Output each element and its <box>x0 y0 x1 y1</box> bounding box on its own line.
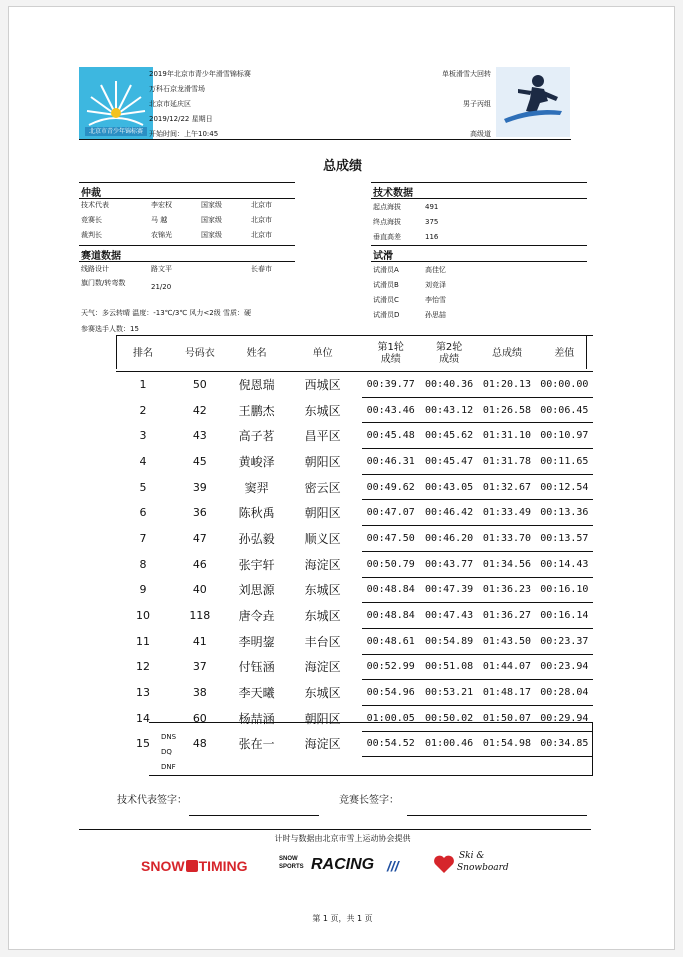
cell-rank: 9 <box>139 583 147 597</box>
cell-total: 01:31.78 <box>478 449 535 475</box>
forerunner-label: 试滑员C <box>373 296 399 304</box>
cell-run2: 01:00.46 <box>420 731 478 757</box>
cell-run2: 00:43.05 <box>420 474 478 500</box>
finish-altitude-value: 375 <box>425 218 439 226</box>
cell-rank: 11 <box>136 634 151 648</box>
dq-label: DQ <box>161 748 172 756</box>
col-run2-line2: 成绩 <box>439 353 460 365</box>
jury-role: 技术代表 <box>81 201 109 209</box>
cell-total: 01:54.98 <box>478 731 535 757</box>
cell-unit: 丰台区 <box>304 634 341 649</box>
col-unit: 单位 <box>284 336 362 372</box>
cell-run1: 00:47.50 <box>362 526 420 552</box>
cell-bib: 60 <box>192 711 207 725</box>
cell-total: 01:43.50 <box>478 628 535 654</box>
cell-rank: 2 <box>139 403 147 417</box>
forerunner-name: 刘竞泽 <box>425 281 446 289</box>
cell-diff: 00:28.04 <box>536 680 593 706</box>
forerunner-label: 试滑员B <box>373 281 399 289</box>
table-row <box>116 628 593 654</box>
cell-unit: 西城区 <box>304 378 341 393</box>
cell-name: 黄峻泽 <box>238 454 275 469</box>
cell-bib: 37 <box>192 660 207 674</box>
jury-level: 国家级 <box>201 201 222 209</box>
cell-diff: 00:16.14 <box>536 603 593 629</box>
racing-word: RACING <box>311 856 375 873</box>
cell-total: 01:50.07 <box>478 705 535 731</box>
forerunner-rule <box>371 261 587 262</box>
table-row <box>116 577 593 603</box>
cell-rank: 10 <box>136 609 151 623</box>
cell-run1: 00:48.84 <box>362 603 420 629</box>
cell-bib: 40 <box>192 583 207 597</box>
cell-total: 01:33.49 <box>478 500 535 526</box>
cell-run1: 00:50.79 <box>362 551 420 577</box>
cell-name: 张宇轩 <box>238 557 275 572</box>
tech-rule-top <box>371 182 587 183</box>
cell-diff: 00:23.37 <box>536 628 593 654</box>
cell-diff: 00:14.43 <box>536 551 593 577</box>
cell-bib: 42 <box>192 403 207 417</box>
table-row <box>116 449 593 475</box>
table-row <box>116 603 593 629</box>
cell-name: 付钰涵 <box>238 660 275 675</box>
cell-unit: 密云区 <box>304 480 341 495</box>
cell-rank: 5 <box>139 480 147 494</box>
ski-snowboard-logo <box>433 851 509 879</box>
cell-total: 01:34.56 <box>478 551 535 577</box>
cell-run2: 00:43.77 <box>420 551 478 577</box>
cell-unit: 海淀区 <box>304 557 341 572</box>
footer-divider <box>79 829 591 830</box>
dnf-label: DNF <box>161 763 176 771</box>
finish-altitude-label: 终点海拔 <box>373 218 401 226</box>
discipline: 单板滑雪大回转 <box>442 70 491 78</box>
cell-bib: 50 <box>192 378 207 392</box>
table-header <box>116 336 593 372</box>
results-body <box>116 372 593 757</box>
cell-unit: 东城区 <box>304 609 341 624</box>
cell-name: 刘思源 <box>238 583 275 598</box>
cell-bib: 45 <box>192 454 207 468</box>
col-run1-line1: 第1轮 <box>377 341 404 353</box>
cell-run1: 00:52.99 <box>362 654 420 680</box>
cell-run1: 00:48.61 <box>362 628 420 654</box>
cell-bib: 118 <box>189 609 211 623</box>
cell-unit: 海淀区 <box>304 737 341 752</box>
table-row <box>116 551 593 577</box>
cell-diff: 00:10.97 <box>536 423 593 449</box>
cell-rank: 1 <box>139 378 147 392</box>
cell-bib: 47 <box>192 531 207 545</box>
cell-diff: 00:16.10 <box>536 577 593 603</box>
cell-rank: 15 <box>136 737 151 751</box>
cell-run2: 00:43.12 <box>420 397 478 423</box>
cell-total: 01:44.07 <box>478 654 535 680</box>
cell-name: 李天曦 <box>238 686 275 701</box>
cell-run2: 00:46.42 <box>420 500 478 526</box>
cell-run1: 00:54.96 <box>362 680 420 706</box>
forerunner-label: 试滑员A <box>373 266 399 274</box>
heart-icon <box>433 853 455 875</box>
cell-name: 倪恩瑞 <box>238 378 275 393</box>
start-altitude-value: 491 <box>425 203 439 211</box>
cell-rank: 3 <box>139 429 147 443</box>
forerunner-heading: 试滑 <box>373 251 393 262</box>
cell-unit: 昌平区 <box>304 429 341 444</box>
cell-unit: 顺义区 <box>304 531 341 546</box>
cell-unit: 东城区 <box>304 403 341 418</box>
col-name: 姓名 <box>230 336 284 372</box>
cell-diff: 00:29.94 <box>536 705 593 731</box>
jury-rule <box>79 198 295 199</box>
setter-label: 线路设计 <box>81 265 109 273</box>
cell-total: 01:33.70 <box>478 526 535 552</box>
vertical-drop-value: 116 <box>425 233 439 241</box>
participant-count: 参赛选手人数：15 <box>81 325 139 333</box>
jury-role: 竞赛长 <box>81 216 102 224</box>
cell-total: 01:36.23 <box>478 577 535 603</box>
cell-bib: 48 <box>192 737 207 751</box>
cell-run1: 00:46.31 <box>362 449 420 475</box>
cell-run1: 00:54.52 <box>362 731 420 757</box>
forerunner-label: 试滑员D <box>373 311 400 319</box>
forerunner-name: 孙思喆 <box>425 311 446 319</box>
cell-diff: 00:34.85 <box>536 731 593 757</box>
cell-bib: 36 <box>192 506 207 520</box>
event-date: 2019/12/22 星期日 <box>149 115 213 123</box>
snow-timing-word2: TIMING <box>198 858 248 874</box>
cell-run1: 00:49.62 <box>362 474 420 500</box>
jury-level: 国家级 <box>201 216 222 224</box>
cell-rank: 13 <box>136 686 151 700</box>
start-altitude-label: 起点海拔 <box>373 203 401 211</box>
venue-name: 万科石京龙滑雪场 <box>149 85 205 93</box>
gates-label: 旗门数/转弯数 <box>81 279 126 287</box>
jury-name: 农锦光 <box>151 231 172 239</box>
cell-diff: 00:23.94 <box>536 654 593 680</box>
chief-signature-label: 竞赛长签字： <box>339 795 399 806</box>
cell-total: 01:26.58 <box>478 397 535 423</box>
age-group: 男子丙组 <box>463 100 491 108</box>
cell-rank: 6 <box>139 506 147 520</box>
col-run1-line2: 成绩 <box>380 353 401 365</box>
header-divider <box>79 139 571 140</box>
gates-value: 21/20 <box>151 283 172 291</box>
snow-timing-logo <box>141 858 248 874</box>
cell-run2: 00:50.02 <box>420 705 478 731</box>
forerunner-name: 李怡雪 <box>425 296 446 304</box>
cell-rank: 4 <box>139 454 147 468</box>
cell-run2: 00:40.36 <box>420 372 478 398</box>
col-rank: 排名 <box>116 336 170 372</box>
location: 北京市延庆区 <box>149 100 191 108</box>
jury-rule-top <box>79 182 295 183</box>
results-table <box>116 335 593 757</box>
col-run2-line1: 第2轮 <box>435 341 463 353</box>
cell-total: 01:32.67 <box>478 474 535 500</box>
jury-role: 裁判长 <box>81 231 102 239</box>
cell-bib: 41 <box>192 634 207 648</box>
setter-name: 路文平 <box>151 265 172 273</box>
cell-bib: 39 <box>192 480 207 494</box>
cell-diff: 00:13.36 <box>536 500 593 526</box>
start-time: 开始时间：上午10:45 <box>149 130 219 138</box>
cell-rank: 12 <box>136 660 151 674</box>
cell-rank: 7 <box>139 531 147 545</box>
status-box <box>149 722 593 776</box>
page-number: 第 1 页，共 1 页 <box>312 914 373 923</box>
cell-unit: 东城区 <box>304 583 341 598</box>
cell-run1: 00:43.46 <box>362 397 420 423</box>
setter-unit: 长春市 <box>251 265 272 273</box>
course-level: 高级道 <box>470 130 491 138</box>
weather-info: 天气：多云转晴 温度：-13℃/3℃ 风力<2级 雪质：硬 <box>81 309 251 317</box>
forerunner-rule-top <box>371 245 587 246</box>
cell-diff: 00:12.54 <box>536 474 593 500</box>
cell-diff: 00:00.00 <box>536 372 593 398</box>
cell-run2: 00:47.39 <box>420 577 478 603</box>
jury-name: 马 越 <box>151 216 168 224</box>
jury-heading: 仲裁 <box>81 188 101 199</box>
cell-unit: 朝阳区 <box>304 711 341 726</box>
cell-name: 唐令垚 <box>238 609 275 624</box>
cell-total: 01:48.17 <box>478 680 535 706</box>
cell-run1: 00:45.48 <box>362 423 420 449</box>
logo-caption: 北京市青少年锦标赛 <box>88 128 143 135</box>
course-rule <box>79 261 295 262</box>
tech-rule <box>371 198 587 199</box>
cell-run1: 00:39.77 <box>362 372 420 398</box>
vertical-drop-label: 垂直高差 <box>373 233 401 241</box>
col-run1 <box>362 336 420 372</box>
page-title: 总成绩 <box>322 159 362 174</box>
cell-run2: 00:45.47 <box>420 449 478 475</box>
cell-run2: 00:54.89 <box>420 628 478 654</box>
cell-diff: 00:13.57 <box>536 526 593 552</box>
cell-total: 01:36.27 <box>478 603 535 629</box>
racing-small-2: SPORTS <box>279 864 304 870</box>
cell-run2: 00:51.08 <box>420 654 478 680</box>
racing-stripes-icon: /// <box>387 858 399 874</box>
td-signature-label: 技术代表签字： <box>117 795 187 806</box>
cell-run1: 01:00.05 <box>362 705 420 731</box>
cell-rank: 8 <box>139 557 147 571</box>
ski-word: Ski & <box>459 851 485 861</box>
event-name: 2019年北京市青少年滑雪锦标赛 <box>149 70 251 78</box>
cell-diff: 00:11.65 <box>536 449 593 475</box>
jury-unit: 北京市 <box>251 201 272 209</box>
jury-level: 国家级 <box>201 231 222 239</box>
col-total: 总成绩 <box>478 336 535 372</box>
course-rule-top <box>79 245 295 246</box>
snow-timing-word1: SNOW <box>141 858 185 874</box>
cell-run2: 00:45.62 <box>420 423 478 449</box>
timer-icon <box>186 860 198 872</box>
cell-run1: 00:47.07 <box>362 500 420 526</box>
col-bib: 号码衣 <box>170 336 229 372</box>
jury-unit: 北京市 <box>251 231 272 239</box>
table-row <box>116 474 593 500</box>
racing-small-1: SNOW <box>279 856 298 862</box>
table-row <box>116 372 593 398</box>
championship-logo <box>79 67 153 139</box>
table-row <box>116 397 593 423</box>
cell-run1: 00:48.84 <box>362 577 420 603</box>
tech-heading: 技术数据 <box>373 188 413 199</box>
course-heading: 赛道数据 <box>81 251 121 262</box>
cell-name: 高子茗 <box>238 429 275 444</box>
col-diff: 差值 <box>536 336 593 372</box>
snowboard-word: Snowboard <box>457 863 509 873</box>
col-run2 <box>420 336 478 372</box>
td-signature-line <box>189 815 319 816</box>
cell-name: 孙弘毅 <box>238 531 275 546</box>
cell-name: 陈秋禹 <box>238 506 275 521</box>
table-row <box>116 526 593 552</box>
cell-total: 01:20.13 <box>478 372 535 398</box>
jury-unit: 北京市 <box>251 216 272 224</box>
cell-bib: 46 <box>192 557 207 571</box>
cell-unit: 东城区 <box>304 686 341 701</box>
cell-name: 窦羿 <box>244 480 269 495</box>
jury-name: 李宏权 <box>151 201 172 209</box>
cell-diff: 00:06.45 <box>536 397 593 423</box>
forerunner-name: 高佳忆 <box>425 266 446 274</box>
cell-bib: 38 <box>192 686 207 700</box>
chief-signature-line <box>407 815 587 816</box>
cell-unit: 朝阳区 <box>304 506 341 521</box>
table-row <box>116 423 593 449</box>
cell-bib: 43 <box>192 429 207 443</box>
table-row <box>116 654 593 680</box>
cell-run2: 00:47.43 <box>420 603 478 629</box>
snowboarder-image <box>496 67 570 137</box>
results-sheet <box>8 6 675 950</box>
timing-credit: 计时与数据由北京市雪上运动协会提供 <box>274 834 411 843</box>
cell-unit: 朝阳区 <box>304 454 341 469</box>
dns-label: DNS <box>161 733 177 741</box>
cell-name: 杨喆涵 <box>238 711 275 726</box>
cell-rank: 14 <box>136 711 151 725</box>
cell-name: 张在一 <box>238 737 275 752</box>
cell-name: 李明鋆 <box>238 634 275 649</box>
cell-run2: 00:46.20 <box>420 526 478 552</box>
cell-total: 01:31.10 <box>478 423 535 449</box>
cell-name: 王鹏杰 <box>238 403 275 418</box>
cell-run2: 00:53.21 <box>420 680 478 706</box>
table-row <box>116 500 593 526</box>
cell-unit: 海淀区 <box>304 660 341 675</box>
table-row <box>116 680 593 706</box>
